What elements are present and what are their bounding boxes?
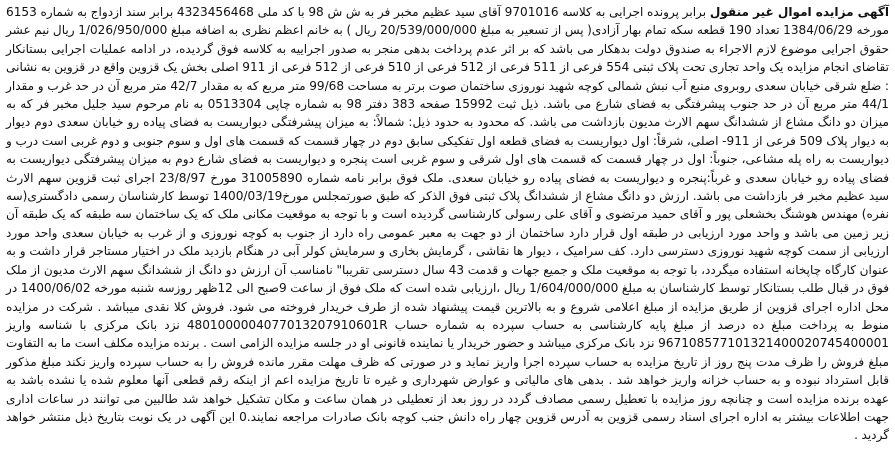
notice-title: آگهی مزایده اموال غیر منقول — [709, 5, 890, 19]
notice-body — [6, 3, 889, 445]
auction-notice — [6, 3, 889, 467]
notice-text: برابر پرونده اجرایی به کلاسه 9701016 آقای سید عظیم مخبر فر به ش ش 98 با کد ملی 4323456468 برابر سند ازدواج به شماره 6153 مورخه 1384/06/29 تعداد 190 قطعه سکه تمام بهار آزادی( پس از تسعیر به مبلغ 20/539/000/000 ریال ) به خانم اعظم نظری به اضافه مبلغ 1/026/950/000 ریال نیم عشر حقوق اجرایی موضوع لازم الاجراء به صندوق دولت بدهکار می باشد که بر اثر عدم پرداخت بدهی منجر به صدور اجراییه به کلاسه فوق گردیده، در ادامه عملیات اجرایی بستانکار تقاضای انجام مزایده یک واحد تجاری تحت پلاک ثبتی 554 فرعی از 511 فرعی از 512 فرعی از 510 فرعی از 512 فرعی از 911 اصلی بخش یک قزوین واقع در قزوین به نشانی : ضلع شرقی خیابان سعدی روبروی منبع آب نبش شمالی کوچه شهید نوروزی ساختمان صوت برتر به مساحت 99/68 متر مربع که به مقدار 42/7 متر مربع آن در حد غرب و مقدار 44/1 متر مربع آن در حد جنوب پیشرفتگی به فضای شارع می باشد. ذیل ثبت 15992 صفحه 383 دفتر 98 به شماره چاپی 0513304 به نام مرحوم سید جلیل مخبر فر که به میزان دو دانگ مشاع از ششدانگ سهم الارث مدیون بازداشت می باشد. که محدود به حدود ذیل: شمالاً: به میزان پیشرفتگی دیواریست به فضای پیاده رو خیابان سعدی دوم دیوار به دیوار پلاک 509 فرعی از 911- اصلی، شرقاً: اول دیواریست به فضای قطعه اول تفکیکی سابق دوم در چهار قسمت که قسمت های اول و سوم جنوبی و دوم غربی است درب و دیواریست به راه پله مشاعی، جنوباً: اول در چهار قسمت که قسمت های اول شرقی و سوم غربی است پنجره و دیواریست به فضای شارع دوم به میزان پیشرفتگی دیواریست به فضای پیاده رو خیابان سعدی و غرباً:پنجره و دیواریست به فضای پیاده رو خیابان سعدی. ملک فوق برابر نامه شماره 31005890 مورخ 23/8/97 اجرای ثبت قزوین سهم الارث سید عظیم مخبر فر بازداشت می باشد. ارزش دو دانگ مشاع از ششدانگ پلاک ثبتی فوق الذکر که طبق صورتمجلس مورخ1400/03/19 توسط کارشناسان رسمی دادگستری(سه نفره) مهندس هوشنگ بخشعلی پور و آقای حمید مرتضوی و آقای علی رسولی کارشناسی گردیده است و با توجه به موقعیت مکانی ملک که یک ساختمان سه طبقه که یک طبقه آن زیر زمین می باشد و واحد مورد ارزیابی در طبقه اول قرار دارد ساختمان از دو جهت به معبر عمومی راه دارد از جنوب به کوچه نوروزی و از غرب به خیابان سعدی واحد مورد ارزیابی از سمت کوچه شهید نوروزی دسترسی دارد. کف سرامیک ، دیوار ها نقاشی ، گرمایش بخاری و سرمایش کولر آبی در هنگام بازدید ملک در اختیار مستاجر قرار داشت و به عنوان کارگاه چاپخانه استفاده میگردد، با توجه به موقعیت ملک و جمیع جهات و قدمت 43 سال دسترسی تقریبا" نامناسب آن ارزش دو دانگ از ششدانگ سهم الارث مدیون از ملک فوق در قبال طلب بستانکار توسط کارشناسان به مبلغ 1/604/000/000 ریال ،ارزیابی شده است که ملک فوق از ساعت 9صبح الی 12ظهر روزسه شنبه مورخه 1400/06/02 در محل اداره اجرای قزوین از طریق مزایده از مبلغ اعلامی شروع و به بالاترین قیمت پیشنهاد شده از طرف خریدار فروخته می شود. فروش کلا نقدی میباشد . شرکت در مزایده منوط به پرداخت مبلغ ده درصد از مبلغ پایه کارشناسی به حساب سپرده به شماره حساب 4801000004077013207910601R نزد بانک مرکزی با شناسه واریز 967108577101321400020745400001 نزد بانک مرکزی میباشد و حضور خریدار یا نماینده قانونی او در جلسه مزایده الزامی است . برنده مزایده مکلف است ما به التفاوت مبلغ فروش را ظرف مدت پنج روز از تاریخ مزایده به حساب سپرده اجرا واریز نماید و در صورتی که ظرف مهلت مقرر مانده فروش را به حساب سپرده واریز نکند مبلغ مذکور قابل استرداد نبوده و به حساب خزانه واریز خواهد شد . بدهی های مالیاتی و عوارض شهرداری و غیره تا تاریخ مزایده اعم از اینکه رقم قطعی آنها معلوم شده یا نشده باشد به عهده برنده مزایده است و چنانچه روز مزایده با تعطیل رسمی مصادف گردد در روز بعد از تعطیلی در همان ساعت و مکان تشکیل خواهد شد طالبین می توانند در ساعات اداری جهت اطلاعات بیشتر به اداره اجرای اسناد رسمی قزوین به آدرس قزوین چهار راه دانش جنب کوچه بانک صادرات مراجعه نمایند.0 این آگهی در یک نوبت بتاریخ ذیل منتشر خواهد گردید . — [6, 5, 890, 443]
